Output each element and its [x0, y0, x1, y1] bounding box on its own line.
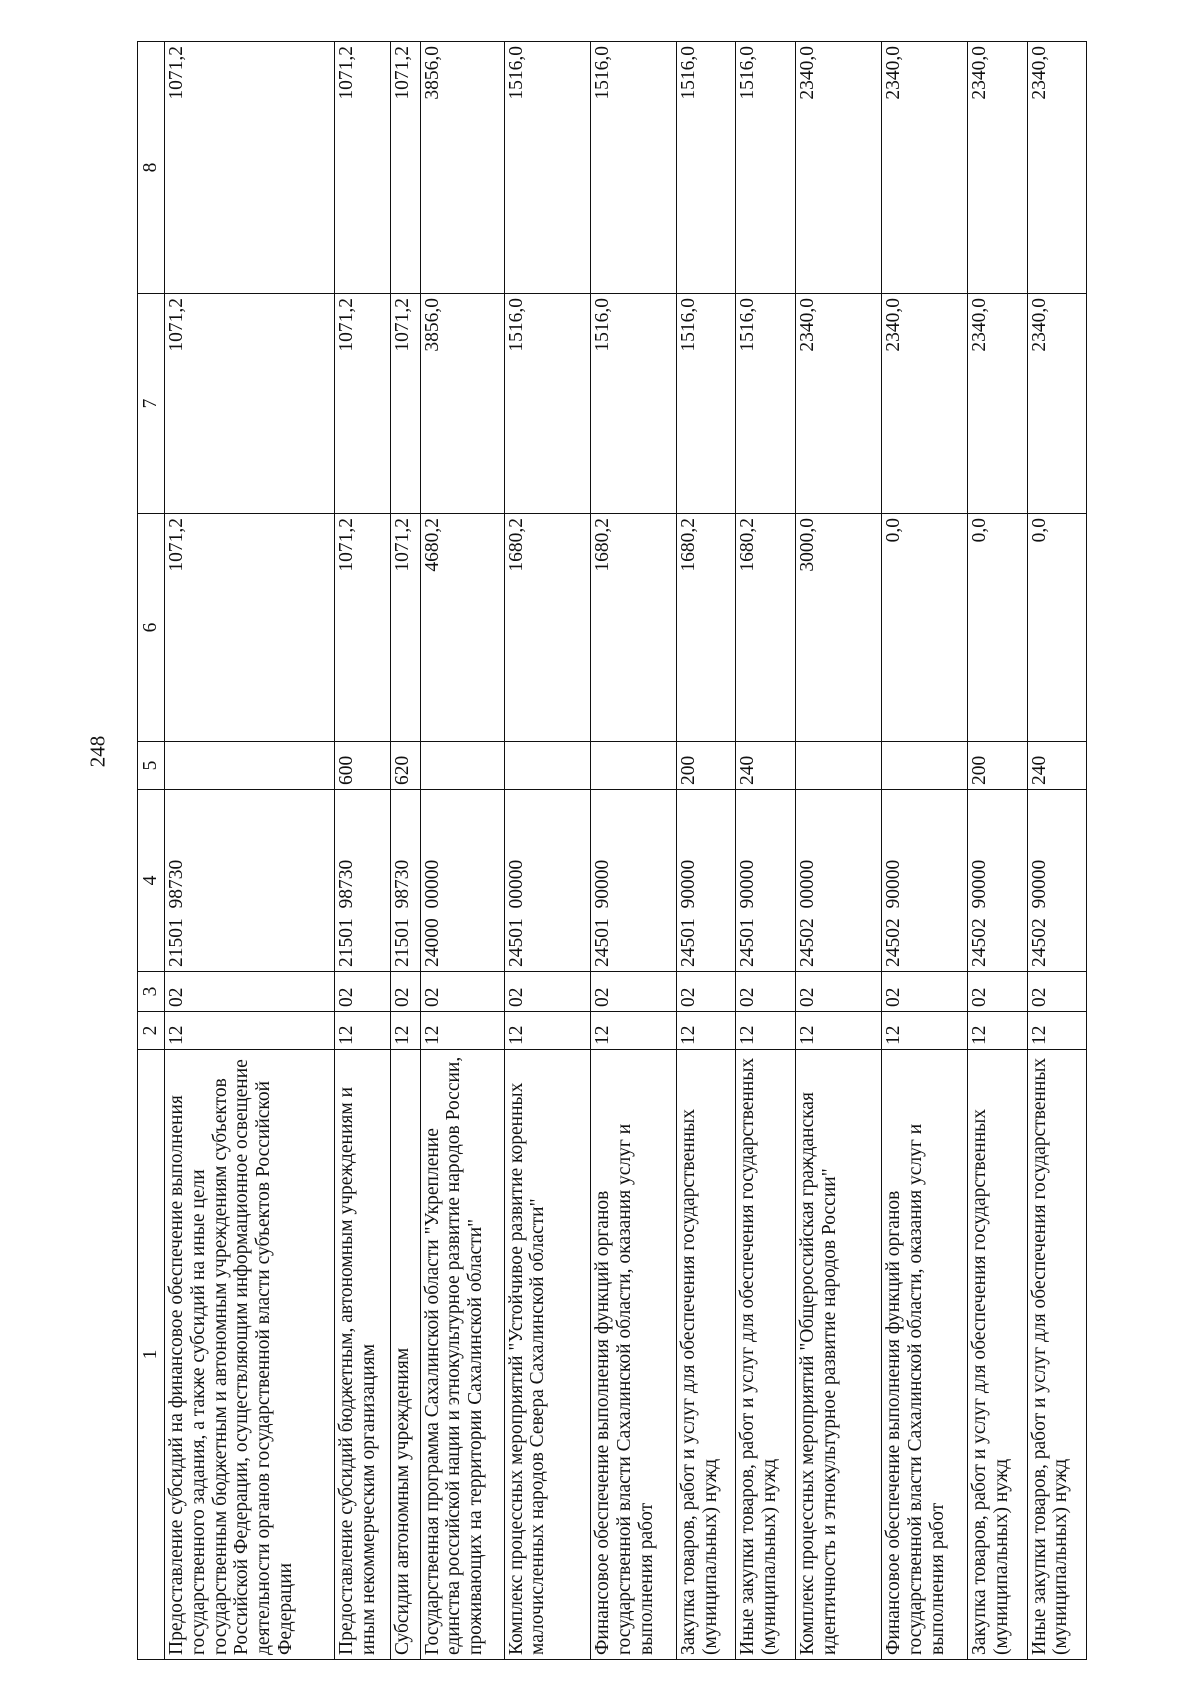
- row-amount-col7: 2340,0: [795, 294, 881, 514]
- row-target-article: 24501 00000: [504, 790, 590, 972]
- row-subsection: 02: [504, 972, 590, 1012]
- row-target-article: 24501 90000: [736, 790, 795, 972]
- row-subsection: 02: [736, 972, 795, 1012]
- table-row: [165, 42, 335, 1660]
- table-row: [391, 42, 420, 1660]
- row-subsection: 02: [795, 972, 881, 1012]
- budget-table-container: [137, 42, 1087, 1660]
- table-row: [882, 42, 968, 1660]
- header-cell-1: 1: [138, 1050, 165, 1660]
- row-section: 12: [391, 1012, 420, 1050]
- row-amount-col8: 1516,0: [677, 42, 736, 294]
- row-description: Финансовое обеспечение выполнения функций органов государственной власти Сахалинской области, оказания услуг и выполнения работ: [882, 1050, 968, 1660]
- row-amount-col6: 1680,2: [677, 514, 736, 742]
- row-target-article: 24502 90000: [968, 790, 1027, 972]
- row-subsection: 02: [335, 972, 391, 1012]
- row-subsection: 02: [677, 972, 736, 1012]
- table-row: [736, 42, 795, 1660]
- table-row: [504, 42, 590, 1660]
- table-row: [335, 42, 391, 1660]
- header-cell-6: 6: [138, 514, 165, 742]
- row-description: Закупка товаров, работ и услуг для обеспечения государственных (муниципальных) нужд: [677, 1050, 736, 1660]
- table-row: [590, 42, 676, 1660]
- row-expense-type: 620: [391, 742, 420, 790]
- row-amount-col8: 1516,0: [504, 42, 590, 294]
- row-section: 12: [1027, 1012, 1086, 1050]
- row-amount-col7: 3856,0: [420, 294, 504, 514]
- table-header: [138, 42, 165, 1660]
- row-amount-col8: 2340,0: [1027, 42, 1086, 294]
- row-target-article: 24501 90000: [590, 790, 676, 972]
- header-row: [138, 42, 165, 1660]
- row-description: Комплекс процессных мероприятий "Общероссийская гражданская идентичность и этнокультурное развитие народов России": [795, 1050, 881, 1660]
- table-row: [968, 42, 1027, 1660]
- row-amount-col6: 1680,2: [590, 514, 676, 742]
- row-section: 12: [795, 1012, 881, 1050]
- row-subsection: 02: [165, 972, 335, 1012]
- row-expense-type: [504, 742, 590, 790]
- row-amount-col6: 1680,2: [504, 514, 590, 742]
- row-amount-col7: 1516,0: [736, 294, 795, 514]
- row-description: Иные закупки товаров, работ и услуг для обеспечения государственных (муниципальных) нужд: [1027, 1050, 1086, 1660]
- row-expense-type: [165, 742, 335, 790]
- row-section: 12: [504, 1012, 590, 1050]
- table-body: [165, 42, 1087, 1660]
- row-section: 12: [165, 1012, 335, 1050]
- table-row: [420, 42, 504, 1660]
- row-target-article: 21501 98730: [391, 790, 420, 972]
- row-section: 12: [677, 1012, 736, 1050]
- row-target-article: 24502 00000: [795, 790, 881, 972]
- table-row: [677, 42, 736, 1660]
- row-expense-type: [882, 742, 968, 790]
- row-expense-type: [590, 742, 676, 790]
- row-expense-type: [420, 742, 504, 790]
- row-amount-col6: 3000,0: [795, 514, 881, 742]
- row-section: 12: [420, 1012, 504, 1050]
- row-amount-col6: 1071,2: [335, 514, 391, 742]
- row-amount-col6: 1071,2: [165, 514, 335, 742]
- row-amount-col7: 1071,2: [165, 294, 335, 514]
- page-number: 248: [85, 735, 110, 768]
- row-amount-col7: 2340,0: [882, 294, 968, 514]
- row-amount-col8: 1071,2: [391, 42, 420, 294]
- row-amount-col6: 4680,2: [420, 514, 504, 742]
- row-description: Закупка товаров, работ и услуг для обеспечения государственных (муниципальных) нужд: [968, 1050, 1027, 1660]
- row-expense-type: 200: [968, 742, 1027, 790]
- row-subsection: 02: [420, 972, 504, 1012]
- row-amount-col6: 1680,2: [736, 514, 795, 742]
- row-amount-col8: 1516,0: [736, 42, 795, 294]
- row-amount-col8: 3856,0: [420, 42, 504, 294]
- row-amount-col7: 2340,0: [968, 294, 1027, 514]
- row-subsection: 02: [882, 972, 968, 1012]
- row-amount-col7: 1516,0: [590, 294, 676, 514]
- row-section: 12: [968, 1012, 1027, 1050]
- budget-table-rotated: [137, 42, 1087, 1660]
- row-amount-col7: 1516,0: [677, 294, 736, 514]
- row-amount-col6: 0,0: [968, 514, 1027, 742]
- header-cell-3: 3: [138, 972, 165, 1012]
- row-description: Финансовое обеспечение выполнения функций органов государственной власти Сахалинской области, оказания услуг и выполнения работ: [590, 1050, 676, 1660]
- row-section: 12: [335, 1012, 391, 1050]
- row-section: 12: [882, 1012, 968, 1050]
- header-cell-8: 8: [138, 42, 165, 294]
- row-amount-col6: 1071,2: [391, 514, 420, 742]
- row-subsection: 02: [391, 972, 420, 1012]
- row-amount-col7: 2340,0: [1027, 294, 1086, 514]
- row-expense-type: 240: [736, 742, 795, 790]
- row-amount-col7: 1516,0: [504, 294, 590, 514]
- row-expense-type: 240: [1027, 742, 1086, 790]
- row-target-article: 21501 98730: [165, 790, 335, 972]
- row-amount-col8: 2340,0: [882, 42, 968, 294]
- row-description: Предоставление субсидий на финансовое обеспечение выполнения государственного задания, а также субсидий на иные цели государственным бюджетным и автономным учреждениям субъектов Российской Федерации, осуществляющим информационное освещение деятельности органов государственной власти субъектов Российской Федерации: [165, 1050, 335, 1660]
- budget-table: [137, 41, 1087, 1660]
- row-amount-col7: 1071,2: [335, 294, 391, 514]
- row-section: 12: [736, 1012, 795, 1050]
- row-amount-col8: 2340,0: [968, 42, 1027, 294]
- row-description: Комплекс процессных мероприятий "Устойчивое развитие коренных малочисленных народов Севера Сахалинской области": [504, 1050, 590, 1660]
- row-expense-type: [795, 742, 881, 790]
- header-cell-5: 5: [138, 742, 165, 790]
- row-amount-col8: 1071,2: [335, 42, 391, 294]
- row-amount-col6: 0,0: [882, 514, 968, 742]
- row-amount-col6: 0,0: [1027, 514, 1086, 742]
- row-subsection: 02: [590, 972, 676, 1012]
- header-cell-4: 4: [138, 790, 165, 972]
- row-section: 12: [590, 1012, 676, 1050]
- row-description: Предоставление субсидий бюджетным, автономным учреждениям и иным некоммерческим организациям: [335, 1050, 391, 1660]
- row-subsection: 02: [968, 972, 1027, 1012]
- row-expense-type: 600: [335, 742, 391, 790]
- header-cell-2: 2: [138, 1012, 165, 1050]
- row-amount-col8: 1071,2: [165, 42, 335, 294]
- row-description: Государственная программа Сахалинской области "Укрепление единства российской нации и этнокультурное развитие народов России, проживающих на территории Сахалинской области": [420, 1050, 504, 1660]
- row-amount-col8: 2340,0: [795, 42, 881, 294]
- row-target-article: 24502 90000: [1027, 790, 1086, 972]
- row-amount-col7: 1071,2: [391, 294, 420, 514]
- row-target-article: 24502 90000: [882, 790, 968, 972]
- row-amount-col8: 1516,0: [590, 42, 676, 294]
- row-subsection: 02: [1027, 972, 1086, 1012]
- row-expense-type: 200: [677, 742, 736, 790]
- row-target-article: 24501 90000: [677, 790, 736, 972]
- row-description: Субсидии автономным учреждениям: [391, 1050, 420, 1660]
- row-target-article: 21501 98730: [335, 790, 391, 972]
- table-row: [795, 42, 881, 1660]
- row-description: Иные закупки товаров, работ и услуг для обеспечения государственных (муниципальных) нужд: [736, 1050, 795, 1660]
- table-row: [1027, 42, 1086, 1660]
- row-target-article: 24000 00000: [420, 790, 504, 972]
- header-cell-7: 7: [138, 294, 165, 514]
